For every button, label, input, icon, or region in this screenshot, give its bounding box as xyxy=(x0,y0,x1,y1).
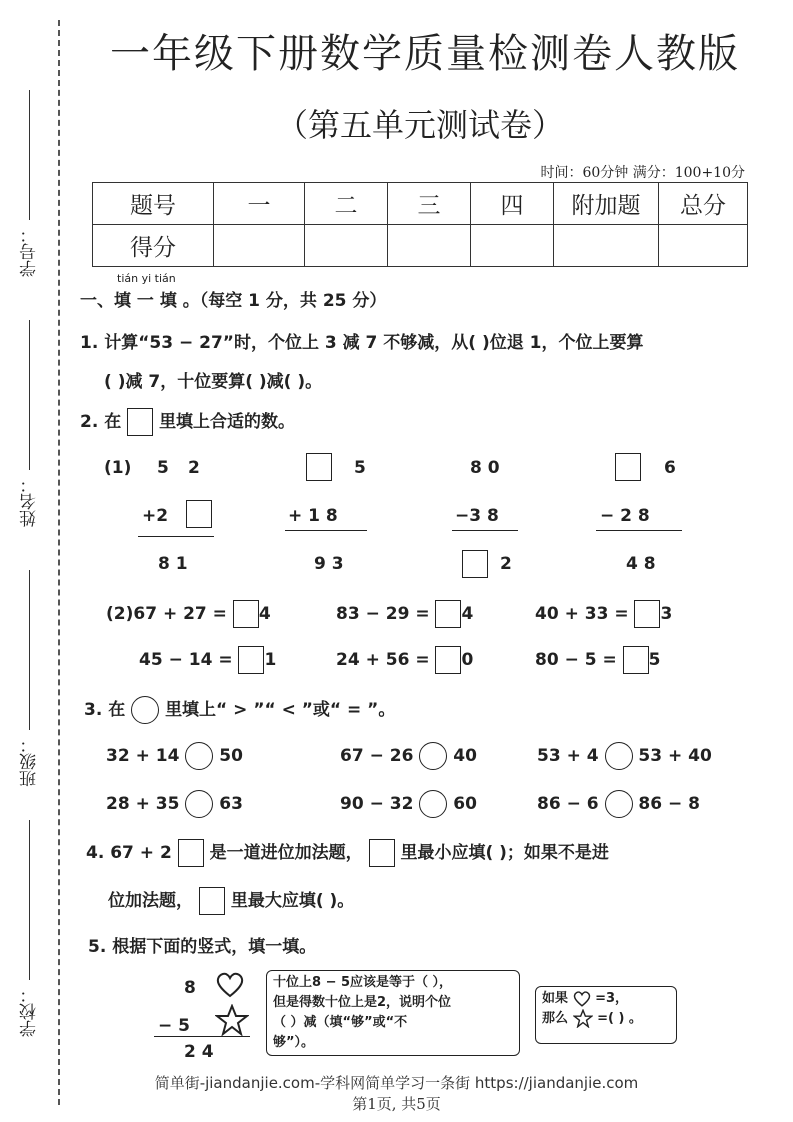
heart-icon[interactable] xyxy=(216,972,244,998)
answer-box[interactable] xyxy=(435,646,461,674)
question-4-line-2: 位加法题， 里最大应填( )。 xyxy=(108,886,354,915)
comparison: 32 + 14 50 xyxy=(106,742,243,770)
answer-circle[interactable] xyxy=(419,790,447,818)
score-cell[interactable] xyxy=(305,225,388,267)
answer-box-icon xyxy=(199,887,225,915)
subtrahend: − 2 8 xyxy=(600,506,650,526)
minuend: 8 0 xyxy=(470,458,500,478)
divider-line xyxy=(285,530,367,531)
answer-circle[interactable] xyxy=(185,790,213,818)
digit: 2 xyxy=(500,554,512,574)
equation: 83 − 29 = 4 xyxy=(336,600,473,628)
score-header-cell: 三 xyxy=(388,183,471,225)
divider-line xyxy=(452,530,518,531)
answer-box[interactable] xyxy=(186,500,212,528)
question-5-heading: 5. 根据下面的竖式，填一填。 xyxy=(88,937,317,957)
difference: 4 8 xyxy=(626,554,656,574)
school-field[interactable] xyxy=(14,820,44,1037)
answer-box[interactable] xyxy=(306,453,332,481)
score-cell[interactable] xyxy=(659,225,748,267)
footer-source: 简单街-jiandanjie.com-学科网简单学习一条街 https://jiandanjie.com xyxy=(154,1074,639,1092)
answer-box[interactable] xyxy=(238,646,264,674)
answer-box[interactable] xyxy=(178,839,204,867)
difference: 2 4 xyxy=(184,1042,214,1062)
section-heading: 一、填 一 填 。（每空 1 分，共 25 分） xyxy=(80,291,387,311)
answer-box[interactable] xyxy=(233,600,259,628)
school-label: 学校： xyxy=(19,986,40,1037)
digit: 6 xyxy=(664,458,676,478)
answer-circle-icon xyxy=(131,696,159,724)
name-label: 姓名： xyxy=(19,476,40,527)
answer-box[interactable] xyxy=(634,600,660,628)
hint-box: 十位上8 − 5应该是等于（ ）， 但是得数十位上是2，说明个位 （ ）减（填“够”或“不 够”）。 xyxy=(266,970,520,1056)
binding-dashed-line xyxy=(58,20,60,1105)
question-4-line-1: 4. 67 + 2 是一道进位加法题， 里最小应填( )；如果不是进 xyxy=(86,838,609,867)
sum: 8 1 xyxy=(158,554,188,574)
divider-line xyxy=(138,536,214,537)
comparison: 86 − 6 86 − 8 xyxy=(537,790,700,818)
equation: 24 + 56 = 0 xyxy=(336,646,473,674)
score-row-label: 得分 xyxy=(93,225,214,267)
comparison: 53 + 4 53 + 40 xyxy=(537,742,712,770)
student-number-field[interactable] xyxy=(14,90,44,277)
answer-box-icon xyxy=(127,408,153,436)
score-table xyxy=(92,182,748,267)
addend: +2 xyxy=(142,506,169,526)
equation: 45 − 14 = 1 xyxy=(139,646,276,674)
divider-line xyxy=(596,530,682,531)
name-field[interactable] xyxy=(14,320,44,527)
condition-box: 如果 =3， 那么 =( ) 。 xyxy=(535,986,677,1044)
star-icon[interactable] xyxy=(215,1004,249,1036)
sum: 9 3 xyxy=(314,554,344,574)
question-3-intro: 3. 在 里填上“ > ”“ < ”或“ = ”。 xyxy=(84,695,395,724)
answer-box[interactable] xyxy=(615,453,641,481)
equation: (2)67 + 27 = 4 xyxy=(106,600,271,628)
divider-line xyxy=(154,1036,250,1037)
score-cell[interactable] xyxy=(214,225,305,267)
pinyin-annotation: tián yi tián xyxy=(117,272,176,285)
question-1-line-2: ( )减 7，十位要算( )减( )。 xyxy=(104,372,323,392)
score-cell[interactable] xyxy=(388,225,471,267)
digit: 8 xyxy=(184,978,196,998)
class-label: 班级： xyxy=(19,736,40,787)
score-header-cell: 四 xyxy=(471,183,554,225)
comparison: 90 − 32 60 xyxy=(340,790,477,818)
score-cell[interactable] xyxy=(554,225,659,267)
digit: 5 xyxy=(354,458,366,478)
answer-circle[interactable] xyxy=(605,790,633,818)
time-info: 时间：60分钟 满分：100+10分 xyxy=(540,165,745,181)
score-header-cell: 附加题 xyxy=(554,183,659,225)
equation: 80 − 5 = 5 xyxy=(535,646,661,674)
subtrahend: −3 8 xyxy=(455,506,499,526)
question-1-line-1: 1. 计算“53 − 27”时，个位上 3 减 7 不够减，从( )位退 1，个位上要算 xyxy=(80,333,644,353)
comparison: 28 + 35 63 xyxy=(106,790,243,818)
star-icon xyxy=(573,1009,593,1028)
page-title: 一年级下册数学质量检测卷人教版 xyxy=(110,31,740,77)
answer-circle[interactable] xyxy=(605,742,633,770)
score-header-cell: 一 xyxy=(214,183,305,225)
answer-box-icon xyxy=(369,839,395,867)
digit: 5 xyxy=(157,458,169,478)
digit: 2 xyxy=(188,458,200,478)
answer-box[interactable] xyxy=(623,646,649,674)
student-number-label: 学号： xyxy=(19,226,40,277)
answer-circle[interactable] xyxy=(185,742,213,770)
part-1-label: (1) xyxy=(104,458,132,478)
class-field[interactable] xyxy=(14,570,44,787)
score-header-cell: 二 xyxy=(305,183,388,225)
comparison: 67 − 26 40 xyxy=(340,742,477,770)
question-2-intro: 2. 在 里填上合适的数。 xyxy=(80,407,295,436)
addend: + 1 8 xyxy=(288,506,338,526)
score-header-cell: 题号 xyxy=(93,183,214,225)
score-header-cell: 总分 xyxy=(659,183,748,225)
answer-circle[interactable] xyxy=(419,742,447,770)
score-cell[interactable] xyxy=(471,225,554,267)
answer-box[interactable] xyxy=(435,600,461,628)
page-subtitle: （第五单元测试卷） xyxy=(275,106,564,144)
page-number: 第1页, 共5页 xyxy=(352,1095,441,1113)
heart-icon xyxy=(573,991,591,1007)
answer-box[interactable] xyxy=(462,550,488,578)
subtrahend: − 5 xyxy=(158,1016,190,1036)
equation: 40 + 33 = 3 xyxy=(535,600,672,628)
